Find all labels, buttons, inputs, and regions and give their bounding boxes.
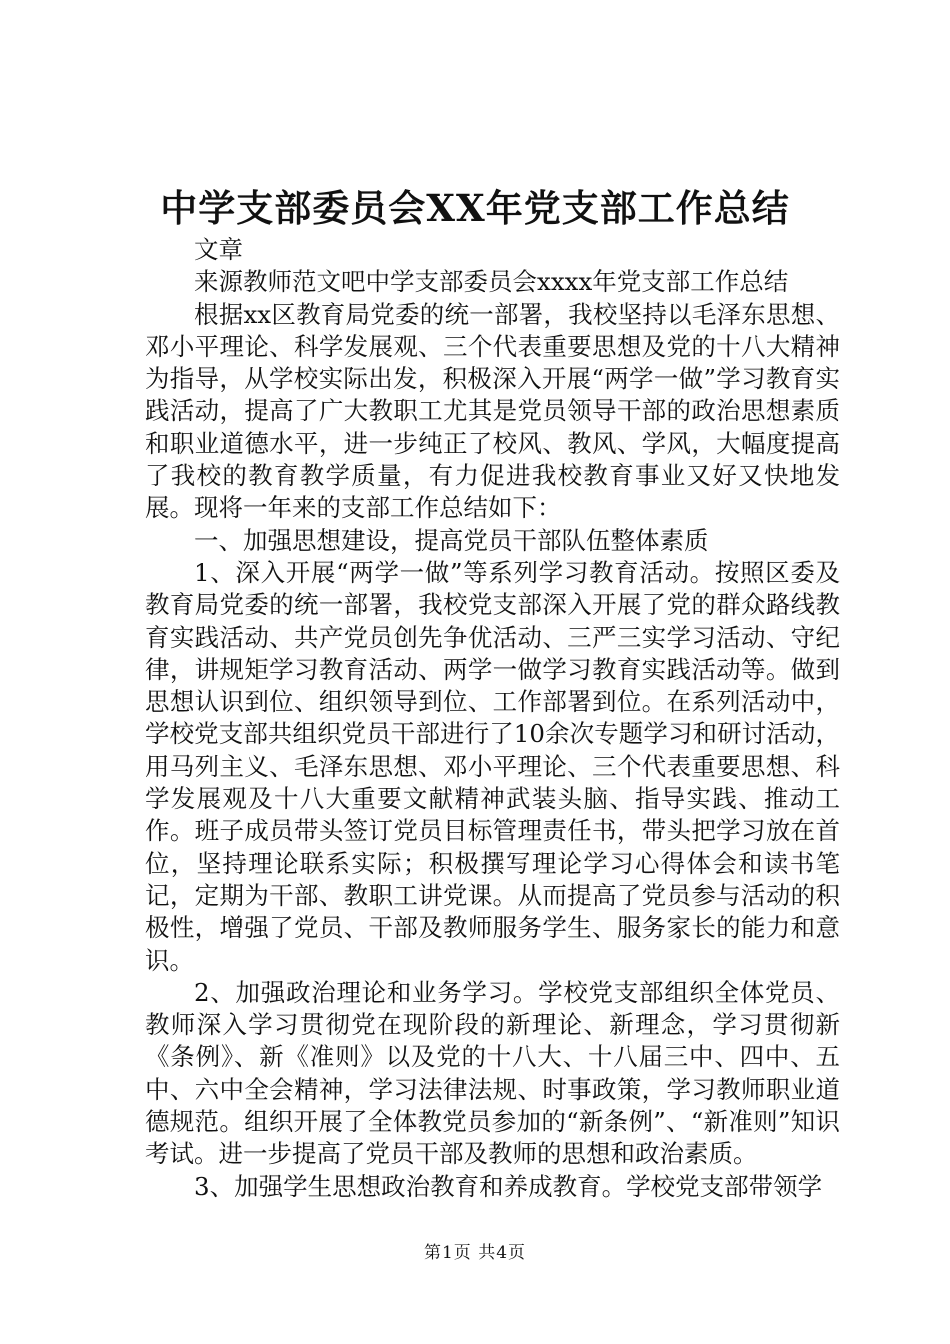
paragraph-intro: 根据xx区教育局党委的统一部署，我校坚持以毛泽东思想、邓小平理论、科学发展观、三个代表重要思想及党的十八大精神为指导，从学校实际出发，积极深入开展“两学一做”学习教育实践活动，提高了广大教职工尤其是党员领导干部的政治思想素质和职业道德水平，进一步纯正了校风、教风、学风，大幅度提高了我校的教育教学质量，有力促进我校教育事业又好又快地发展。现将一年来的支部工作总结如下：: [145, 299, 840, 523]
document-title: 中学支部委员会XX年党支部工作总结: [160, 186, 790, 230]
page-footer: 第1页 共4页: [423, 1243, 527, 1263]
paragraph-source: 来源教师范文吧中学支部委员会xxxx年党支部工作总结: [194, 267, 789, 297]
paragraph-item-3: 3、加强学生思想政治教育和养成教育。学校党支部带领学: [194, 1171, 823, 1201]
paragraph-item-1: 1、深入开展“两学一做”等系列学习教育活动。按照区委及教育局党委的统一部署，我校党支部深入开展了党的群众路线教育实践活动、共产党员创先争优活动、三严三实学习活动、守纪律，讲规矩学习教育活动、两学一做学习教育实践活动等。做到思想认识到位、组织领导到位、工作部署到位。在系列活动中，学校党支部共组织党员干部进行了10余次专题学习和研讨活动，用马列主义、毛泽东思想、邓小平理论、三个代表重要思想、科学发展观及十八大重要文献精神武装头脑、指导实践、推动工作。班子成员带头签订党员目标管理责任书，带头把学习放在首位，坚持理论联系实际；积极撰写理论学习心得体会和读书笔记，定期为干部、教职工讲党课。从而提高了党员参与活动的积极性，增强了党员、干部及教师服务学生、服务家长的能力和意识。: [145, 557, 840, 975]
section-heading-1: 一、加强思想建设，提高党员干部队伍整体素质: [194, 525, 709, 555]
document-body: [145, 234, 840, 1203]
paragraph-item-2: 2、加强政治理论和业务学习。学校党支部组织全体党员、教师深入学习贯彻党在现阶段的新理论、新理念，学习贯彻新《条例》、新《准则》以及党的十八大、十八届三中、四中、五中、六中全会精神，学习法律法规、时事政策，学习教师职业道德规范。组织开展了全体教党员参加的“新条例”、“新准则”知识考试。进一步提高了党员干部及教师的思想和政治素质。: [145, 977, 840, 1169]
paragraph-article-label: 文章: [194, 235, 243, 264]
